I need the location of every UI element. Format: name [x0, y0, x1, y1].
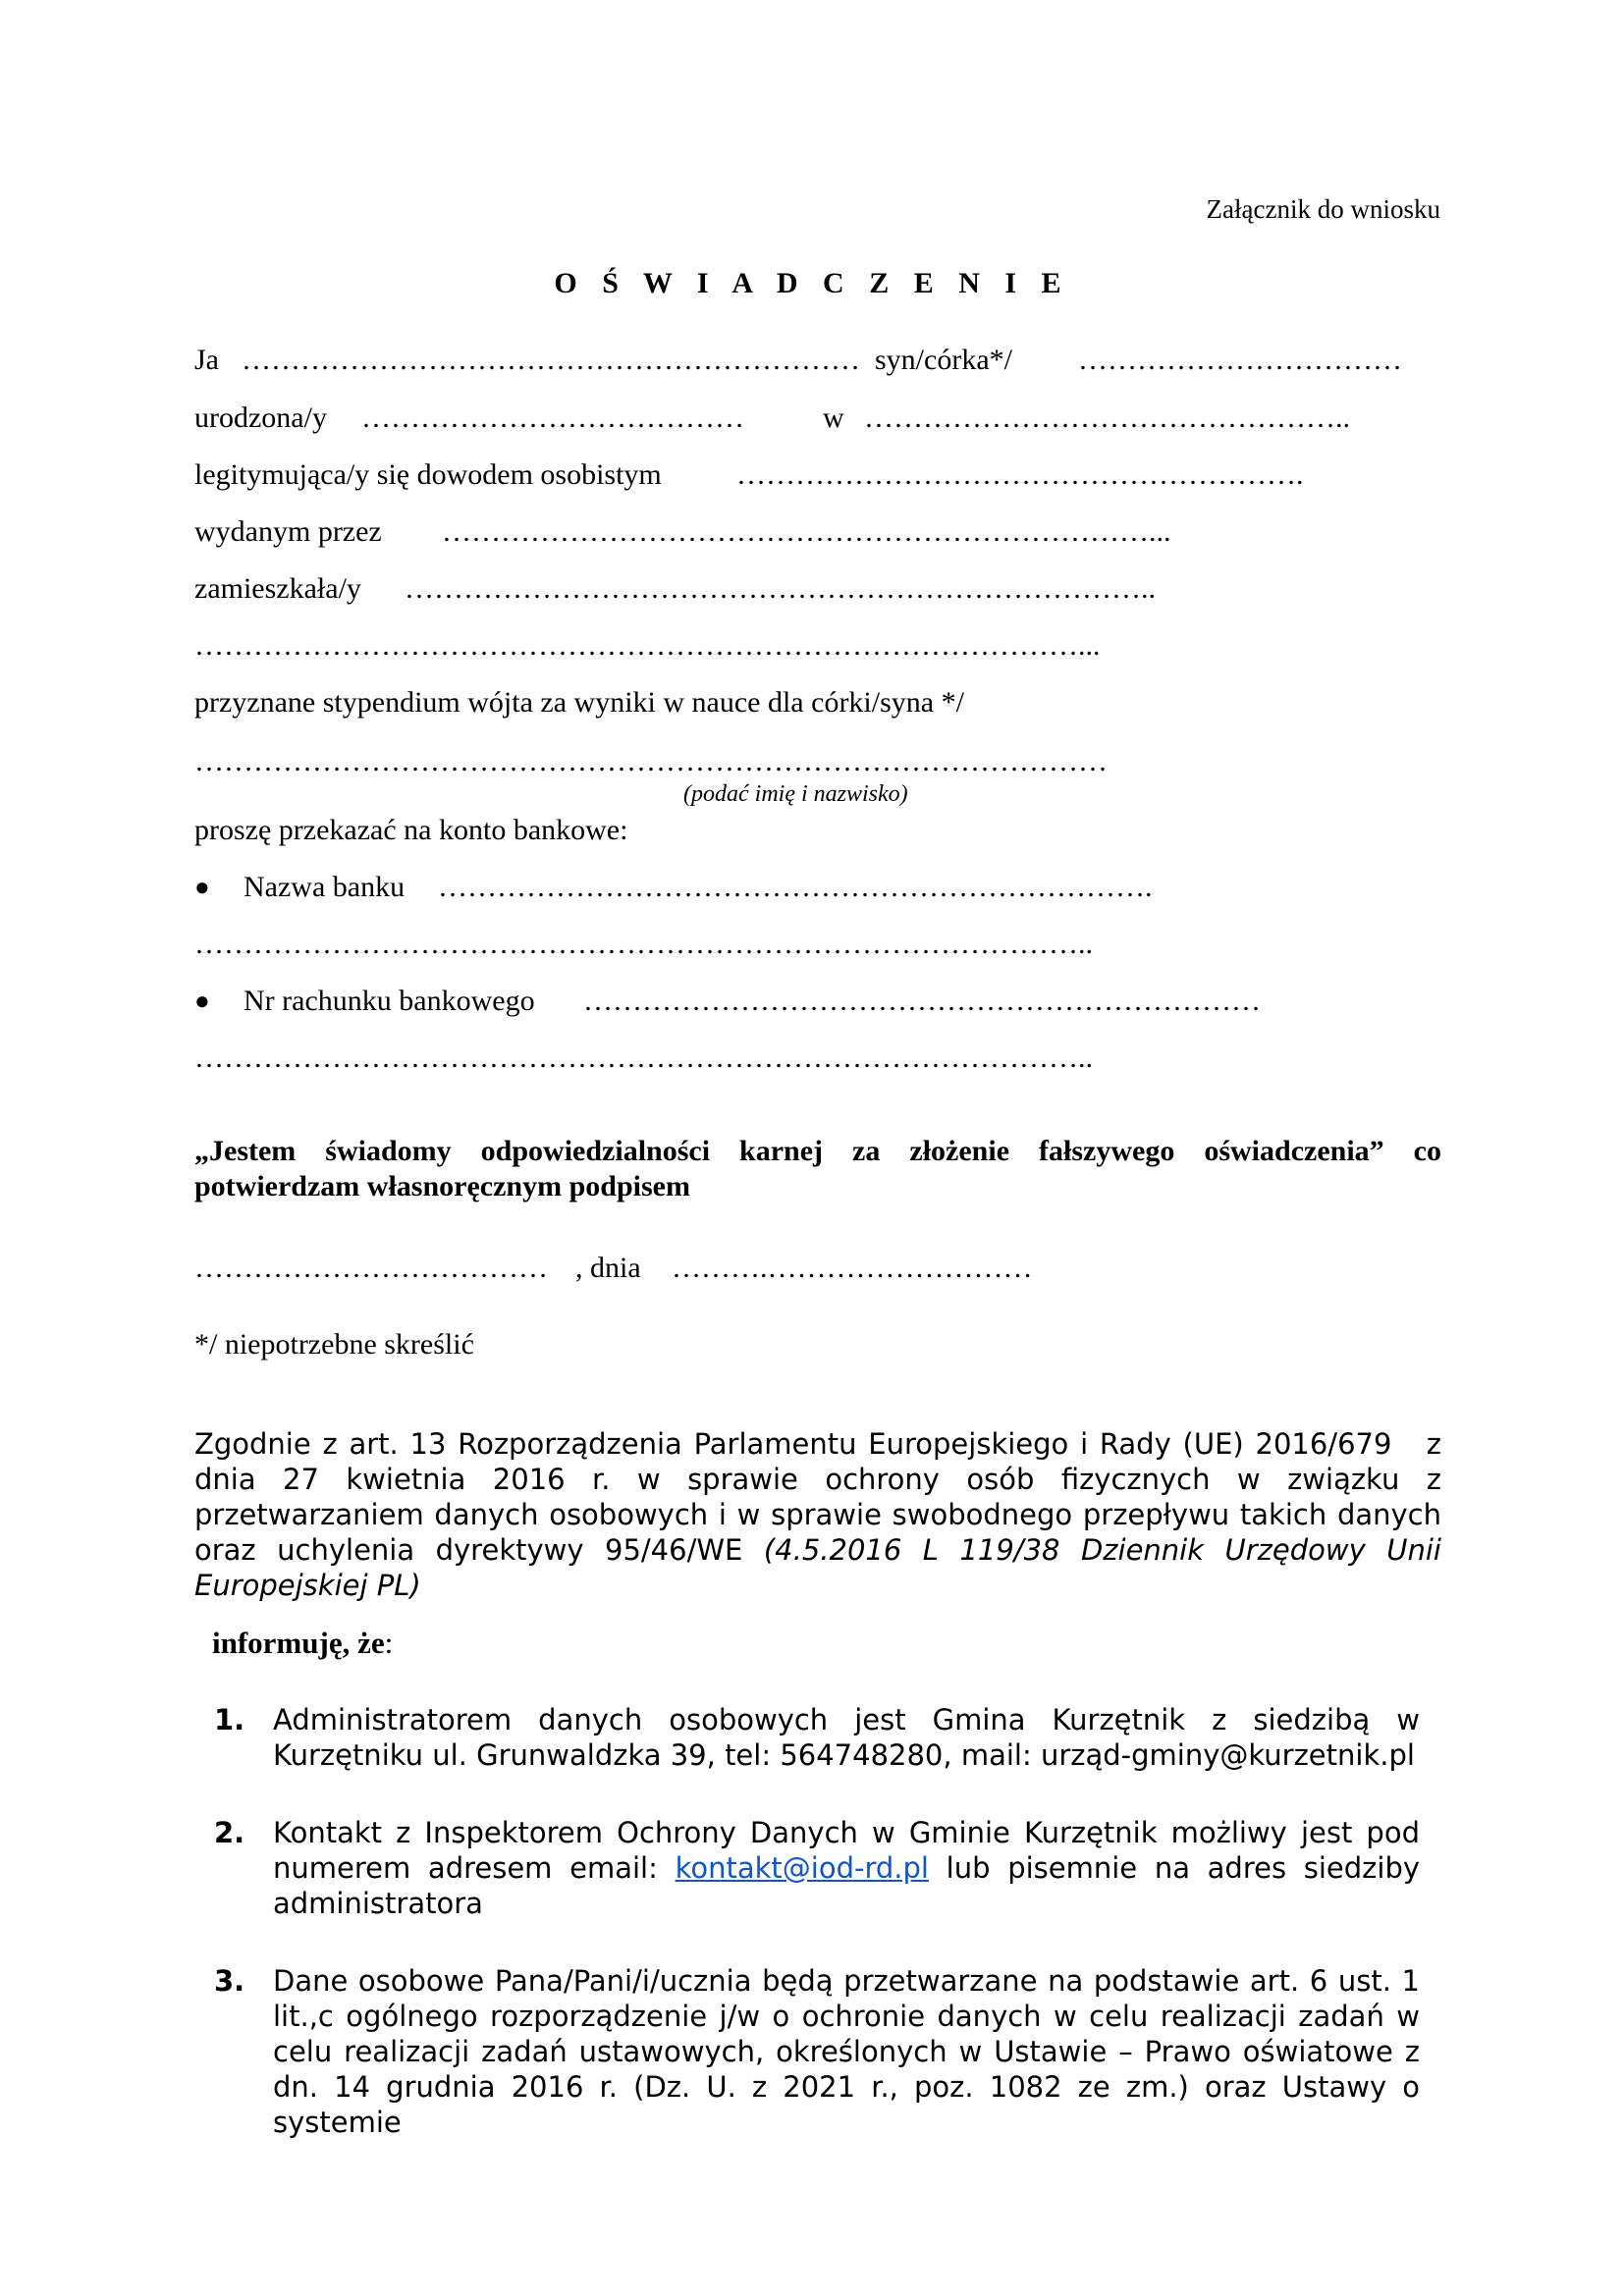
id-line — [194, 455, 1441, 495]
item-2-line-2-a: numerem adresem email: — [273, 1851, 658, 1885]
student-name-line — [194, 742, 1441, 781]
gdpr-line-4-a: oraz uchylenia dyrektywy 95/46/WE — [194, 1533, 743, 1567]
student-name-field[interactable]: ………………………………………………………………………………… — [194, 745, 1108, 777]
issued-line — [194, 512, 1441, 552]
item-2-line-2-b: lub pisemnie na adres siedziby — [946, 1851, 1421, 1885]
birth-place-field[interactable]: ………………………………………….. — [864, 401, 1350, 434]
item-1-line-1: Administratorem danych osobowych jest Gmina Kurzętnik z siedzibą w — [273, 1703, 1420, 1736]
wydanym-label: wydanym przez — [194, 515, 382, 548]
address-field[interactable]: ………………………………………………………………….. — [405, 572, 1156, 605]
declaration — [194, 1134, 1441, 1204]
inform-heading — [212, 1626, 393, 1661]
stypendium-line — [194, 683, 1441, 722]
birth-date-field[interactable]: ………………………………… — [361, 401, 744, 434]
item-number: 3. — [214, 1964, 245, 1998]
item-3-line-3: celu realizacji zadań ustawowych, określonych w Ustawie – Prawo oświatowe z — [273, 2035, 1420, 2068]
dnia-label: , dnia — [575, 1252, 641, 1284]
konto-line — [194, 811, 1441, 850]
stypendium-text: przyznane stypendium wójta za wyniki w nauce dla córki/syna */ — [194, 686, 964, 719]
inform-colon: : — [384, 1626, 394, 1660]
gdpr-line-2: dnia 27 kwietnia 2016 r. w sprawie ochrony osób fizycznych w związku z — [194, 1463, 1441, 1496]
name-field[interactable]: ……………………………………………………… — [242, 344, 860, 376]
syn-corka-label: syn/córka*/ — [875, 344, 1012, 376]
bullet-icon: ● — [194, 987, 210, 1015]
gdpr-line-5: Europejskiej PL) — [194, 1569, 421, 1602]
bullet-icon: ● — [194, 873, 210, 901]
bank-name-field-2[interactable]: ……………………………………………………………………………….. — [194, 928, 1093, 960]
address-line-2 — [194, 626, 1441, 666]
w-label: w — [823, 401, 844, 434]
declaration-line-1: „Jestem świadomy odpowiedzialności karnej za złożenie fałszywego oświadczenia” co — [194, 1135, 1441, 1167]
zamieszkala-label: zamieszkała/y — [194, 572, 361, 605]
legit-label: legitymująca/y się dowodem osobistym — [194, 458, 662, 491]
footnote: */ niepotrzebne skreślić — [194, 1328, 474, 1361]
gdpr-line-3: przetwarzaniem danych osobowych i w sprawie swobodnego przepływu takich danych — [194, 1498, 1441, 1531]
item-2-line-1: Kontakt z Inspektorem Ochrony Danych w Gminie Kurzętnik możliwy jest pod — [273, 1816, 1420, 1849]
gdpr-line-4 — [194, 1532, 1441, 1568]
annex-label: Załącznik do wniosku — [1206, 194, 1440, 224]
item-3-line-4: dn. 14 grudnia 2016 r. (Dz. U. z 2021 r., poz. 1082 ze zm.) oraz Ustawy o systemie — [273, 2070, 1420, 2139]
date-field[interactable]: ……….……………………… — [672, 1252, 1033, 1284]
page-title: O Ś W I A D C Z E N I E — [554, 267, 1070, 299]
gdpr-line-1: Zgodnie z art. 13 Rozporządzenia Parlamentu Europejskiego i Rady (UE) 2016/679 z — [194, 1427, 1441, 1461]
ja-label: Ja — [194, 344, 219, 376]
place-date-line — [194, 1249, 1441, 1288]
account-line — [194, 982, 1441, 1021]
issued-by-field[interactable]: ………………………………………………………………... — [442, 515, 1171, 548]
birth-line — [194, 399, 1441, 438]
account-line-2 — [194, 1039, 1441, 1078]
item-2-line-3: administratora — [273, 1887, 483, 1920]
bank-line — [194, 868, 1441, 907]
footnote-line — [194, 1325, 1441, 1364]
account-number-field-2[interactable]: ……………………………………………………………………………….. — [194, 1041, 1093, 1074]
account-number-field[interactable]: …………………………………………………………… — [583, 985, 1261, 1017]
id-number-field[interactable]: …………………………………………………. — [736, 458, 1304, 491]
item-1-line-2: Kurzętniku ul. Grunwaldzka 39, tel: 564748280, mail: urząd-gminy@kurzetnik.pl — [273, 1738, 1415, 1772]
address-field-2[interactable]: ………………………………………………………………………………... — [194, 629, 1101, 662]
item-number: 1. — [214, 1703, 245, 1736]
address-line — [194, 569, 1441, 609]
place-field[interactable]: ……………………………… — [194, 1252, 548, 1284]
name-hint: (podać imię i nazwisko) — [683, 781, 908, 807]
gdpr-paragraph — [194, 1426, 1441, 1603]
bank-name-field[interactable]: ………………………………………………………………. — [438, 871, 1153, 903]
bank-line-2 — [194, 925, 1441, 964]
urodzona-label: urodzona/y — [194, 401, 327, 434]
item-number: 2. — [214, 1816, 245, 1849]
gdpr-line-4-b: (4.5.2016 L 119/38 Dziennik Urzędowy Unii — [763, 1533, 1441, 1567]
email-link[interactable]: kontakt@iod-rd.pl — [675, 1851, 929, 1885]
item-3-line-2: lit.,c ogólnego rozporządzenie j/w o ochronie danych w celu realizacji zadań w — [273, 2000, 1420, 2033]
parent-field[interactable]: …………………………… — [1078, 344, 1402, 376]
inform-text: informuję, że — [212, 1626, 385, 1660]
item-2-line-2 — [273, 1850, 1420, 1886]
declaration-line-2: potwierdzam własnoręcznym podpisem — [194, 1170, 690, 1202]
name-line — [194, 341, 1441, 380]
item-3-line-1: Dane osobowe Pana/Pani/i/ucznia będą przetwarzane na podstawie art. 6 ust. 1 — [273, 1964, 1420, 1998]
konto-text: proszę przekazać na konto bankowe: — [194, 814, 628, 846]
account-label: Nr rachunku bankowego — [244, 985, 535, 1017]
bank-label: Nazwa banku — [244, 871, 406, 903]
